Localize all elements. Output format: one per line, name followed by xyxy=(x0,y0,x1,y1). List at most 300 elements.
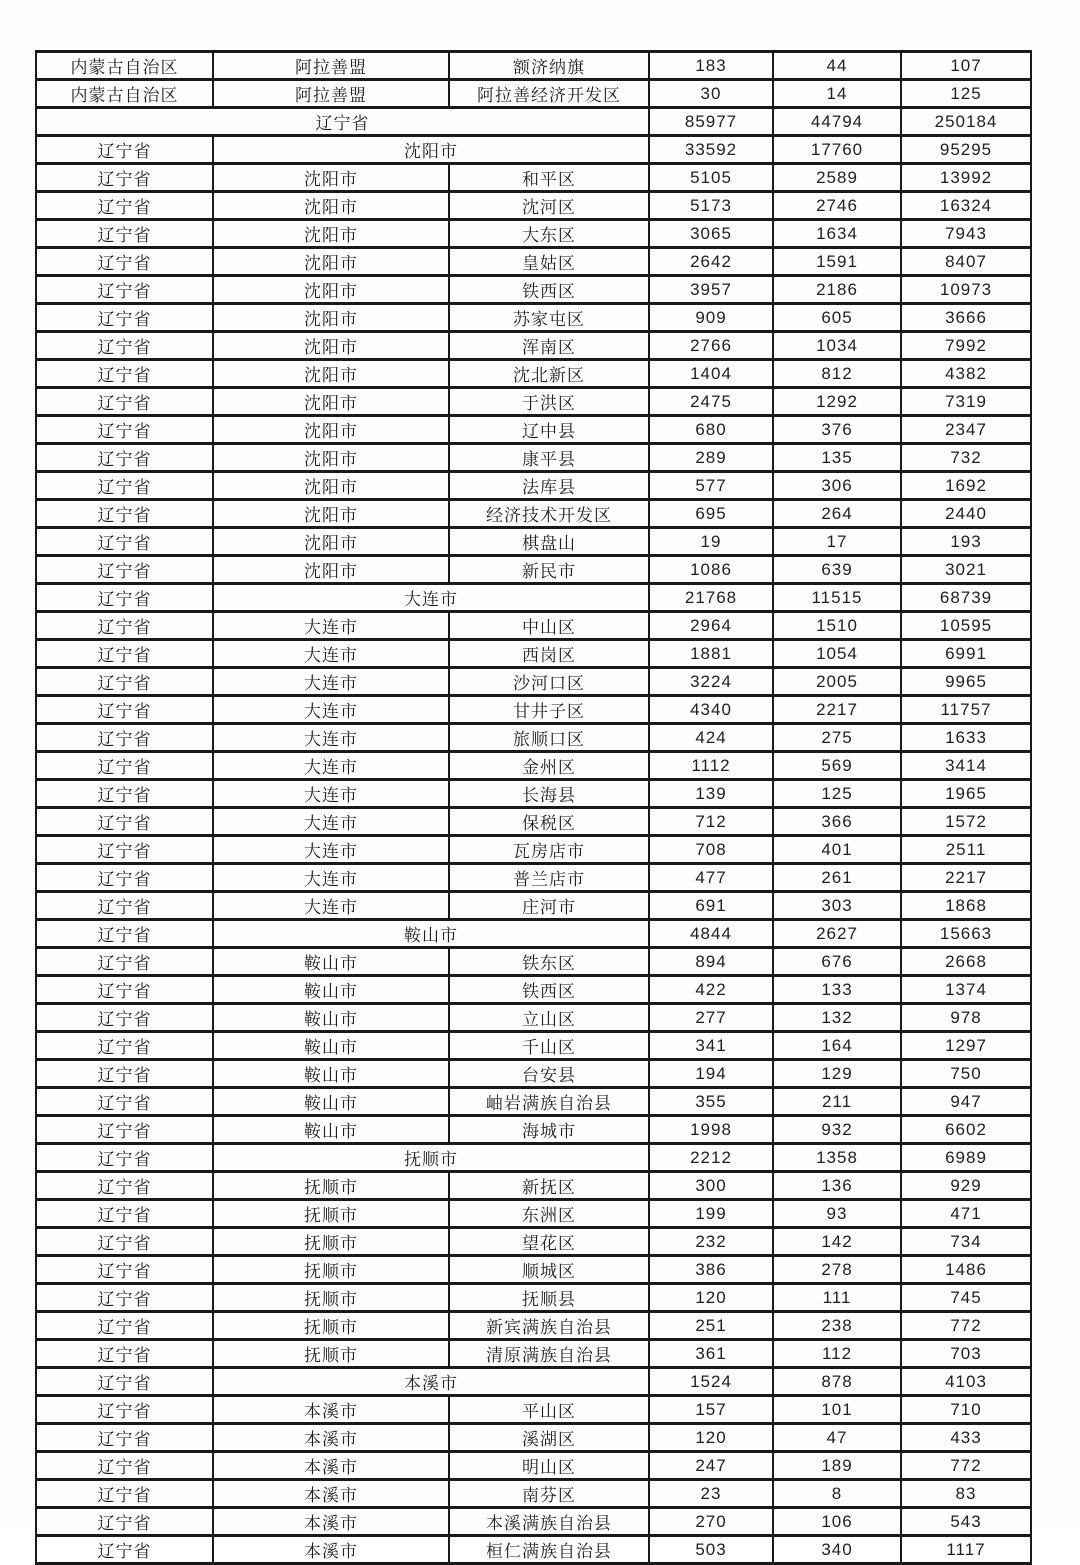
table-row xyxy=(36,500,1031,528)
cell-district: 西岗区 xyxy=(449,640,649,668)
cell-value-2: 142 xyxy=(773,1228,901,1256)
cell-value-2: 44794 xyxy=(773,108,901,136)
cell-district: 明山区 xyxy=(449,1452,649,1480)
cell-district: 海城市 xyxy=(449,1116,649,1144)
cell-province: 辽宁省 xyxy=(36,1312,213,1340)
cell-city: 鞍山市 xyxy=(213,1088,449,1116)
cell-district: 东洲区 xyxy=(449,1200,649,1228)
table-row xyxy=(36,1452,1031,1480)
cell-value-3: 929 xyxy=(901,1172,1031,1200)
table-row xyxy=(36,416,1031,444)
cell-province: 辽宁省 xyxy=(36,724,213,752)
cell-city: 大连市 xyxy=(213,892,449,920)
table-row xyxy=(36,1144,1031,1172)
cell-city: 抚顺市 xyxy=(213,1228,449,1256)
table-row xyxy=(36,332,1031,360)
table-row xyxy=(36,864,1031,892)
cell-city: 沈阳市 xyxy=(213,416,449,444)
cell-value-2: 211 xyxy=(773,1088,901,1116)
table-row xyxy=(36,1508,1031,1536)
table-row xyxy=(36,192,1031,220)
cell-value-2: 340 xyxy=(773,1536,901,1564)
cell-value-3: 1117 xyxy=(901,1536,1031,1564)
cell-city: 阿拉善盟 xyxy=(213,80,449,108)
cell-district: 法库县 xyxy=(449,472,649,500)
cell-value-2: 1054 xyxy=(773,640,901,668)
cell-city-total: 本溪市 xyxy=(213,1368,649,1396)
cell-city: 大连市 xyxy=(213,696,449,724)
cell-city: 沈阳市 xyxy=(213,164,449,192)
cell-value-3: 772 xyxy=(901,1452,1031,1480)
cell-district: 岫岩满族自治县 xyxy=(449,1088,649,1116)
cell-province: 辽宁省 xyxy=(36,780,213,808)
table-row xyxy=(36,808,1031,836)
cell-province: 辽宁省 xyxy=(36,948,213,976)
cell-province: 辽宁省 xyxy=(36,472,213,500)
cell-province: 辽宁省 xyxy=(36,556,213,584)
cell-value-3: 1633 xyxy=(901,724,1031,752)
cell-value-2: 2627 xyxy=(773,920,901,948)
table-row xyxy=(36,1032,1031,1060)
cell-city: 本溪市 xyxy=(213,1480,449,1508)
cell-district: 清原满族自治县 xyxy=(449,1340,649,1368)
cell-value-1: 5173 xyxy=(649,192,773,220)
cell-district: 新民市 xyxy=(449,556,649,584)
cell-value-2: 17 xyxy=(773,528,901,556)
cell-city: 本溪市 xyxy=(213,1396,449,1424)
table-row xyxy=(36,1396,1031,1424)
table-row xyxy=(36,920,1031,948)
cell-value-3: 543 xyxy=(901,1508,1031,1536)
cell-province: 辽宁省 xyxy=(36,1088,213,1116)
table-row xyxy=(36,444,1031,472)
cell-value-1: 2964 xyxy=(649,612,773,640)
cell-value-3: 710 xyxy=(901,1396,1031,1424)
cell-value-1: 120 xyxy=(649,1424,773,1452)
cell-city: 沈阳市 xyxy=(213,500,449,528)
cell-district: 康平县 xyxy=(449,444,649,472)
cell-value-2: 605 xyxy=(773,304,901,332)
cell-city: 沈阳市 xyxy=(213,528,449,556)
cell-district: 普兰店市 xyxy=(449,864,649,892)
cell-province: 辽宁省 xyxy=(36,808,213,836)
cell-city: 鞍山市 xyxy=(213,948,449,976)
cell-district: 抚顺县 xyxy=(449,1284,649,1312)
cell-value-1: 894 xyxy=(649,948,773,976)
cell-value-3: 1868 xyxy=(901,892,1031,920)
cell-value-2: 112 xyxy=(773,1340,901,1368)
cell-value-3: 6602 xyxy=(901,1116,1031,1144)
cell-value-2: 8 xyxy=(773,1480,901,1508)
cell-province: 辽宁省 xyxy=(36,500,213,528)
cell-value-1: 1112 xyxy=(649,752,773,780)
cell-value-3: 11757 xyxy=(901,696,1031,724)
cell-city-total: 沈阳市 xyxy=(213,136,649,164)
cell-province: 辽宁省 xyxy=(36,584,213,612)
cell-city: 抚顺市 xyxy=(213,1256,449,1284)
cell-district: 铁西区 xyxy=(449,976,649,1004)
cell-city: 沈阳市 xyxy=(213,556,449,584)
cell-district: 于洪区 xyxy=(449,388,649,416)
cell-value-3: 68739 xyxy=(901,584,1031,612)
table-row xyxy=(36,1368,1031,1396)
cell-value-3: 3414 xyxy=(901,752,1031,780)
region-statistics-table xyxy=(35,50,1032,1565)
cell-value-2: 136 xyxy=(773,1172,901,1200)
cell-value-3: 193 xyxy=(901,528,1031,556)
cell-value-3: 1374 xyxy=(901,976,1031,1004)
table-row xyxy=(36,1284,1031,1312)
cell-province: 辽宁省 xyxy=(36,136,213,164)
cell-value-2: 135 xyxy=(773,444,901,472)
cell-value-1: 85977 xyxy=(649,108,773,136)
cell-value-3: 978 xyxy=(901,1004,1031,1032)
table-row xyxy=(36,1116,1031,1144)
cell-city: 抚顺市 xyxy=(213,1284,449,1312)
cell-value-1: 3224 xyxy=(649,668,773,696)
cell-district: 桓仁满族自治县 xyxy=(449,1536,649,1564)
cell-value-2: 1634 xyxy=(773,220,901,248)
cell-value-2: 639 xyxy=(773,556,901,584)
cell-city: 大连市 xyxy=(213,668,449,696)
table-row xyxy=(36,1088,1031,1116)
cell-value-3: 1965 xyxy=(901,780,1031,808)
cell-value-1: 2766 xyxy=(649,332,773,360)
cell-value-2: 111 xyxy=(773,1284,901,1312)
cell-city: 鞍山市 xyxy=(213,1116,449,1144)
cell-district: 南芬区 xyxy=(449,1480,649,1508)
cell-city-total: 大连市 xyxy=(213,584,649,612)
cell-district: 旅顺口区 xyxy=(449,724,649,752)
cell-value-2: 2746 xyxy=(773,192,901,220)
cell-province: 辽宁省 xyxy=(36,1424,213,1452)
cell-value-2: 275 xyxy=(773,724,901,752)
cell-value-1: 199 xyxy=(649,1200,773,1228)
cell-province: 辽宁省 xyxy=(36,1480,213,1508)
cell-province: 辽宁省 xyxy=(36,1004,213,1032)
cell-value-2: 2186 xyxy=(773,276,901,304)
table-row xyxy=(36,584,1031,612)
cell-province: 辽宁省 xyxy=(36,1200,213,1228)
cell-province: 辽宁省 xyxy=(36,1032,213,1060)
table-row xyxy=(36,1060,1031,1088)
cell-city: 大连市 xyxy=(213,752,449,780)
cell-value-3: 1486 xyxy=(901,1256,1031,1284)
cell-value-3: 745 xyxy=(901,1284,1031,1312)
cell-district: 沈河区 xyxy=(449,192,649,220)
cell-province: 辽宁省 xyxy=(36,304,213,332)
cell-province: 辽宁省 xyxy=(36,892,213,920)
cell-value-2: 1292 xyxy=(773,388,901,416)
cell-province: 辽宁省 xyxy=(36,332,213,360)
cell-value-1: 477 xyxy=(649,864,773,892)
cell-city: 大连市 xyxy=(213,780,449,808)
cell-district: 浑南区 xyxy=(449,332,649,360)
cell-district: 沈北新区 xyxy=(449,360,649,388)
cell-value-1: 4844 xyxy=(649,920,773,948)
cell-value-2: 101 xyxy=(773,1396,901,1424)
cell-value-2: 376 xyxy=(773,416,901,444)
table-row xyxy=(36,752,1031,780)
cell-value-3: 10595 xyxy=(901,612,1031,640)
cell-city: 大连市 xyxy=(213,864,449,892)
cell-value-3: 6989 xyxy=(901,1144,1031,1172)
cell-district: 长海县 xyxy=(449,780,649,808)
cell-value-2: 93 xyxy=(773,1200,901,1228)
table-row xyxy=(36,1424,1031,1452)
cell-value-1: 157 xyxy=(649,1396,773,1424)
cell-city: 鞍山市 xyxy=(213,1060,449,1088)
cell-district: 平山区 xyxy=(449,1396,649,1424)
cell-district: 铁西区 xyxy=(449,276,649,304)
cell-value-3: 15663 xyxy=(901,920,1031,948)
cell-value-3: 8407 xyxy=(901,248,1031,276)
cell-value-2: 812 xyxy=(773,360,901,388)
cell-district: 千山区 xyxy=(449,1032,649,1060)
cell-value-1: 5105 xyxy=(649,164,773,192)
cell-district: 甘井子区 xyxy=(449,696,649,724)
cell-district: 本溪满族自治县 xyxy=(449,1508,649,1536)
cell-city: 本溪市 xyxy=(213,1424,449,1452)
cell-value-3: 4103 xyxy=(901,1368,1031,1396)
cell-value-3: 2668 xyxy=(901,948,1031,976)
cell-district: 新宾满族自治县 xyxy=(449,1312,649,1340)
cell-value-3: 107 xyxy=(901,52,1031,80)
cell-city: 鞍山市 xyxy=(213,1032,449,1060)
cell-value-1: 1086 xyxy=(649,556,773,584)
cell-value-3: 1572 xyxy=(901,808,1031,836)
cell-value-3: 703 xyxy=(901,1340,1031,1368)
cell-value-2: 2217 xyxy=(773,696,901,724)
table-row xyxy=(36,948,1031,976)
cell-district: 立山区 xyxy=(449,1004,649,1032)
cell-city: 阿拉善盟 xyxy=(213,52,449,80)
table-row xyxy=(36,976,1031,1004)
cell-province: 辽宁省 xyxy=(36,836,213,864)
cell-value-3: 2347 xyxy=(901,416,1031,444)
cell-province: 辽宁省 xyxy=(36,416,213,444)
cell-value-1: 1998 xyxy=(649,1116,773,1144)
cell-province: 内蒙古自治区 xyxy=(36,80,213,108)
cell-province: 辽宁省 xyxy=(36,388,213,416)
table-row xyxy=(36,472,1031,500)
cell-value-1: 120 xyxy=(649,1284,773,1312)
cell-value-1: 577 xyxy=(649,472,773,500)
cell-value-2: 14 xyxy=(773,80,901,108)
cell-province: 辽宁省 xyxy=(36,752,213,780)
cell-district: 金州区 xyxy=(449,752,649,780)
cell-city: 鞍山市 xyxy=(213,976,449,1004)
cell-value-2: 238 xyxy=(773,1312,901,1340)
cell-value-2: 303 xyxy=(773,892,901,920)
cell-value-2: 129 xyxy=(773,1060,901,1088)
cell-city: 沈阳市 xyxy=(213,388,449,416)
cell-district: 辽中县 xyxy=(449,416,649,444)
table-row xyxy=(36,360,1031,388)
table-row xyxy=(36,304,1031,332)
cell-city: 抚顺市 xyxy=(213,1312,449,1340)
cell-city: 沈阳市 xyxy=(213,472,449,500)
table-row xyxy=(36,276,1031,304)
cell-value-2: 2005 xyxy=(773,668,901,696)
cell-value-3: 2511 xyxy=(901,836,1031,864)
table-row xyxy=(36,1228,1031,1256)
cell-value-1: 3957 xyxy=(649,276,773,304)
cell-value-3: 471 xyxy=(901,1200,1031,1228)
cell-value-1: 139 xyxy=(649,780,773,808)
cell-value-1: 21768 xyxy=(649,584,773,612)
cell-district: 庄河市 xyxy=(449,892,649,920)
cell-province: 辽宁省 xyxy=(36,1256,213,1284)
cell-value-1: 361 xyxy=(649,1340,773,1368)
cell-value-1: 386 xyxy=(649,1256,773,1284)
cell-value-1: 422 xyxy=(649,976,773,1004)
cell-value-2: 44 xyxy=(773,52,901,80)
table-row xyxy=(36,1172,1031,1200)
cell-value-2: 1591 xyxy=(773,248,901,276)
cell-value-3: 7992 xyxy=(901,332,1031,360)
cell-value-1: 1524 xyxy=(649,1368,773,1396)
cell-value-3: 250184 xyxy=(901,108,1031,136)
cell-district: 溪湖区 xyxy=(449,1424,649,1452)
cell-district: 新抚区 xyxy=(449,1172,649,1200)
cell-city: 沈阳市 xyxy=(213,332,449,360)
cell-value-1: 355 xyxy=(649,1088,773,1116)
cell-value-2: 676 xyxy=(773,948,901,976)
cell-value-2: 401 xyxy=(773,836,901,864)
cell-value-1: 270 xyxy=(649,1508,773,1536)
cell-province: 辽宁省 xyxy=(36,640,213,668)
cell-province: 辽宁省 xyxy=(36,1060,213,1088)
cell-value-3: 2440 xyxy=(901,500,1031,528)
cell-value-1: 1881 xyxy=(649,640,773,668)
cell-district: 皇姑区 xyxy=(449,248,649,276)
cell-district: 和平区 xyxy=(449,164,649,192)
table-row xyxy=(36,724,1031,752)
cell-value-2: 306 xyxy=(773,472,901,500)
table-row xyxy=(36,1200,1031,1228)
cell-city: 沈阳市 xyxy=(213,444,449,472)
cell-value-3: 16324 xyxy=(901,192,1031,220)
cell-value-1: 247 xyxy=(649,1452,773,1480)
cell-city: 沈阳市 xyxy=(213,220,449,248)
cell-value-1: 23 xyxy=(649,1480,773,1508)
cell-district: 铁东区 xyxy=(449,948,649,976)
cell-value-2: 932 xyxy=(773,1116,901,1144)
cell-city: 沈阳市 xyxy=(213,248,449,276)
cell-value-3: 2217 xyxy=(901,864,1031,892)
table-row xyxy=(36,80,1031,108)
cell-city: 抚顺市 xyxy=(213,1200,449,1228)
cell-province: 辽宁省 xyxy=(36,1116,213,1144)
cell-value-1: 691 xyxy=(649,892,773,920)
cell-value-1: 680 xyxy=(649,416,773,444)
table-row xyxy=(36,640,1031,668)
cell-province: 辽宁省 xyxy=(36,976,213,1004)
cell-value-2: 133 xyxy=(773,976,901,1004)
cell-province: 内蒙古自治区 xyxy=(36,52,213,80)
cell-district: 苏家屯区 xyxy=(449,304,649,332)
cell-city: 沈阳市 xyxy=(213,192,449,220)
table-row xyxy=(36,388,1031,416)
cell-province: 辽宁省 xyxy=(36,1172,213,1200)
cell-city: 大连市 xyxy=(213,836,449,864)
cell-value-3: 3666 xyxy=(901,304,1031,332)
cell-value-1: 424 xyxy=(649,724,773,752)
cell-province: 辽宁省 xyxy=(36,360,213,388)
cell-value-1: 2642 xyxy=(649,248,773,276)
cell-value-1: 3065 xyxy=(649,220,773,248)
cell-value-1: 300 xyxy=(649,1172,773,1200)
cell-province: 辽宁省 xyxy=(36,1396,213,1424)
cell-province: 辽宁省 xyxy=(36,1508,213,1536)
cell-value-3: 9965 xyxy=(901,668,1031,696)
cell-province-total: 辽宁省 xyxy=(36,108,649,136)
cell-value-1: 712 xyxy=(649,808,773,836)
cell-province: 辽宁省 xyxy=(36,192,213,220)
cell-value-1: 708 xyxy=(649,836,773,864)
cell-value-1: 232 xyxy=(649,1228,773,1256)
cell-value-2: 1034 xyxy=(773,332,901,360)
cell-city: 本溪市 xyxy=(213,1536,449,1564)
cell-province: 辽宁省 xyxy=(36,1340,213,1368)
table-row xyxy=(36,1340,1031,1368)
cell-value-2: 264 xyxy=(773,500,901,528)
cell-value-2: 106 xyxy=(773,1508,901,1536)
cell-value-3: 6991 xyxy=(901,640,1031,668)
cell-city: 鞍山市 xyxy=(213,1004,449,1032)
cell-value-2: 1358 xyxy=(773,1144,901,1172)
cell-value-3: 1692 xyxy=(901,472,1031,500)
cell-province: 辽宁省 xyxy=(36,1144,213,1172)
table-row xyxy=(36,108,1031,136)
cell-city-total: 抚顺市 xyxy=(213,1144,649,1172)
cell-city: 本溪市 xyxy=(213,1508,449,1536)
cell-province: 辽宁省 xyxy=(36,864,213,892)
cell-city: 沈阳市 xyxy=(213,304,449,332)
cell-value-1: 341 xyxy=(649,1032,773,1060)
cell-value-1: 909 xyxy=(649,304,773,332)
cell-city: 沈阳市 xyxy=(213,276,449,304)
cell-value-3: 13992 xyxy=(901,164,1031,192)
table-row xyxy=(36,696,1031,724)
cell-value-3: 4382 xyxy=(901,360,1031,388)
cell-value-3: 734 xyxy=(901,1228,1031,1256)
cell-value-3: 732 xyxy=(901,444,1031,472)
table-row xyxy=(36,1480,1031,1508)
cell-district: 阿拉善经济开发区 xyxy=(449,80,649,108)
cell-value-2: 878 xyxy=(773,1368,901,1396)
cell-value-3: 7943 xyxy=(901,220,1031,248)
cell-value-3: 95295 xyxy=(901,136,1031,164)
cell-district: 沙河口区 xyxy=(449,668,649,696)
cell-city: 大连市 xyxy=(213,724,449,752)
cell-value-1: 19 xyxy=(649,528,773,556)
cell-value-1: 33592 xyxy=(649,136,773,164)
cell-value-1: 251 xyxy=(649,1312,773,1340)
cell-province: 辽宁省 xyxy=(36,164,213,192)
cell-city-total: 鞍山市 xyxy=(213,920,649,948)
table-row xyxy=(36,528,1031,556)
cell-value-3: 947 xyxy=(901,1088,1031,1116)
table-row xyxy=(36,556,1031,584)
table-row xyxy=(36,136,1031,164)
cell-value-2: 125 xyxy=(773,780,901,808)
table-row xyxy=(36,612,1031,640)
cell-value-3: 10973 xyxy=(901,276,1031,304)
cell-district: 顺城区 xyxy=(449,1256,649,1284)
cell-value-1: 289 xyxy=(649,444,773,472)
